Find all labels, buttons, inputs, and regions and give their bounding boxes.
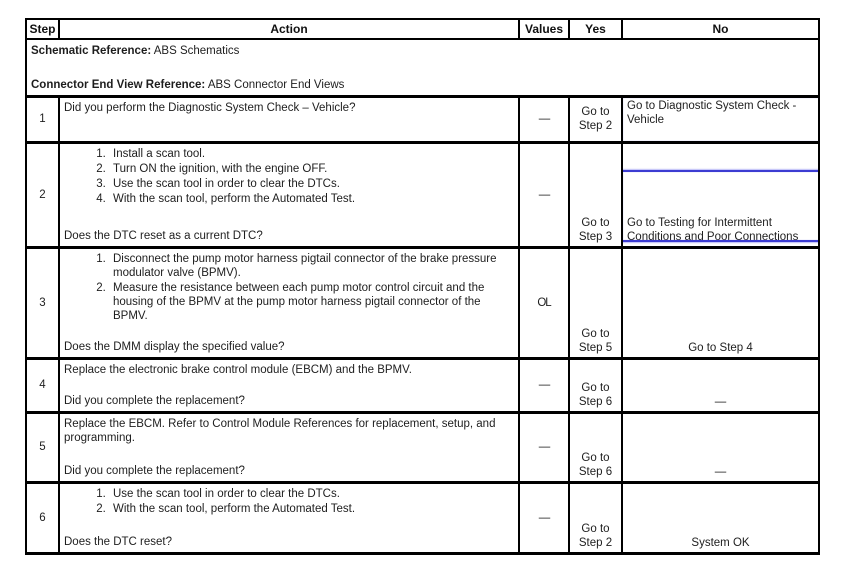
no-cell [622, 483, 819, 554]
action-content [63, 361, 515, 409]
step-row-3 [26, 248, 819, 359]
step-cell [26, 97, 59, 143]
values-cell [519, 413, 569, 483]
schematic-reference-value: ABS Schematics [153, 45, 240, 57]
no-text: Go to Diagnostic System Check - Vehicle [627, 100, 797, 126]
yes-cell [569, 359, 622, 413]
values-text: — [538, 379, 550, 391]
action-cell [59, 413, 519, 483]
connector-reference-value: ABS Connector End Views [207, 79, 345, 91]
action-content [63, 485, 515, 550]
yes-cell [569, 97, 622, 143]
yes-cell [569, 143, 622, 248]
yes-text: Go to Step 6 [578, 382, 613, 408]
action-step-list [63, 252, 515, 324]
header-step: Step [26, 19, 59, 39]
values-text: — [538, 113, 550, 125]
values-text: — [538, 511, 550, 524]
step-number: 1 [39, 113, 46, 125]
values-cell [519, 97, 569, 143]
action-step-item: 4. With the scan tool, perform the Automated Test. [109, 192, 515, 206]
values-text: — [538, 188, 550, 201]
action-step-item: 2. Turn ON the ignition, with the engine OFF. [109, 162, 515, 176]
step-number: 2 [39, 188, 46, 201]
action-question: Does the DTC reset as a current DTC? [64, 230, 263, 242]
action-step-item: 1. Install a scan tool. [109, 147, 515, 161]
header-no: No [622, 19, 819, 39]
table-body [26, 39, 819, 554]
values-cell [519, 248, 569, 359]
header-row [26, 19, 819, 39]
action-intro: Replace the electronic brake control module (EBCM) and the BPMV. [64, 364, 412, 376]
no-text: — [714, 396, 727, 408]
no-cell [622, 97, 819, 143]
action-step-item: 3. Use the scan tool in order to clear the DTCs. [109, 177, 515, 191]
yes-text: Go to Step 6 [578, 452, 613, 478]
action-content [63, 250, 515, 355]
values-text: OL [537, 296, 551, 309]
no-text: — [714, 466, 727, 478]
no-text: Go to Step 4 [688, 342, 753, 354]
values-cell [519, 359, 569, 413]
connector-reference-label: Connector End View Reference: [31, 79, 206, 91]
yes-text: Go to Step 2 [578, 523, 613, 549]
step-number: 6 [39, 511, 46, 524]
yes-cell [569, 483, 622, 554]
action-step-item: 2. Measure the resistance between each pump motor control circuit and the housing of the BPMV at the pump motor harness pigtail connector of the BPMV. [109, 281, 515, 323]
header-yes: Yes [569, 19, 622, 39]
yes-text: Go to Step 3 [578, 217, 613, 243]
step-row-2 [26, 143, 819, 248]
diagnostic-procedure-document [25, 18, 820, 555]
action-question: Does the DTC reset? [64, 536, 173, 548]
action-question: Does the DMM display the specified value? [64, 341, 285, 353]
step-number: 4 [39, 379, 46, 391]
action-content [63, 415, 515, 479]
action-step-list [63, 487, 515, 517]
yes-text: Go to Step 5 [578, 328, 613, 354]
values-cell [519, 143, 569, 248]
step-row-6 [26, 483, 819, 554]
header-action: Action [59, 19, 519, 39]
step-number: 5 [39, 441, 46, 453]
schematic-reference-line [31, 44, 814, 58]
action-cell [59, 143, 519, 248]
action-cell [59, 97, 519, 143]
action-question: Did you complete the replacement? [64, 465, 245, 477]
action-step-item: 1. Disconnect the pump motor harness pigtail connector of the brake pressure modulator valve (BPMV). [109, 252, 515, 280]
step-cell [26, 483, 59, 554]
action-step-item: 2. With the scan tool, perform the Automated Test. [109, 502, 515, 516]
values-cell [519, 483, 569, 554]
yes-cell [569, 413, 622, 483]
reference-block [30, 41, 815, 94]
step-cell [26, 359, 59, 413]
action-cell [59, 359, 519, 413]
action-step-list [63, 147, 515, 207]
no-cell [622, 413, 819, 483]
values-text: — [538, 441, 550, 453]
action-intro: Replace the EBCM. Refer to Control Module References for replacement, setup, and programming. [64, 418, 496, 444]
no-text: System OK [691, 537, 750, 549]
reference-row [26, 39, 819, 97]
step-row-1 [26, 97, 819, 143]
yes-text: Go to Step 2 [578, 106, 613, 132]
action-content [63, 145, 515, 244]
step-cell [26, 143, 59, 248]
action-content [63, 99, 515, 139]
action-cell [59, 248, 519, 359]
action-step-item: 1. Use the scan tool in order to clear the DTCs. [109, 487, 515, 501]
yes-cell [569, 248, 622, 359]
step-cell [26, 413, 59, 483]
action-cell [59, 483, 519, 554]
no-cell [622, 143, 819, 248]
connector-end-view-reference-line [31, 78, 814, 92]
step-row-5 [26, 413, 819, 483]
step-cell [26, 248, 59, 359]
diagnostic-table [25, 18, 820, 555]
schematic-reference-label: Schematic Reference: [31, 45, 152, 57]
no-cell [622, 359, 819, 413]
header-values: Values [519, 19, 569, 39]
action-question: Did you complete the replacement? [64, 395, 245, 407]
no-cell [622, 248, 819, 359]
action-intro: Did you perform the Diagnostic System Check – Vehicle? [64, 102, 356, 114]
step-number: 3 [39, 296, 46, 309]
no-text: Go to Testing for Intermittent Conditions and Poor Connections [627, 217, 799, 243]
step-row-4 [26, 359, 819, 413]
